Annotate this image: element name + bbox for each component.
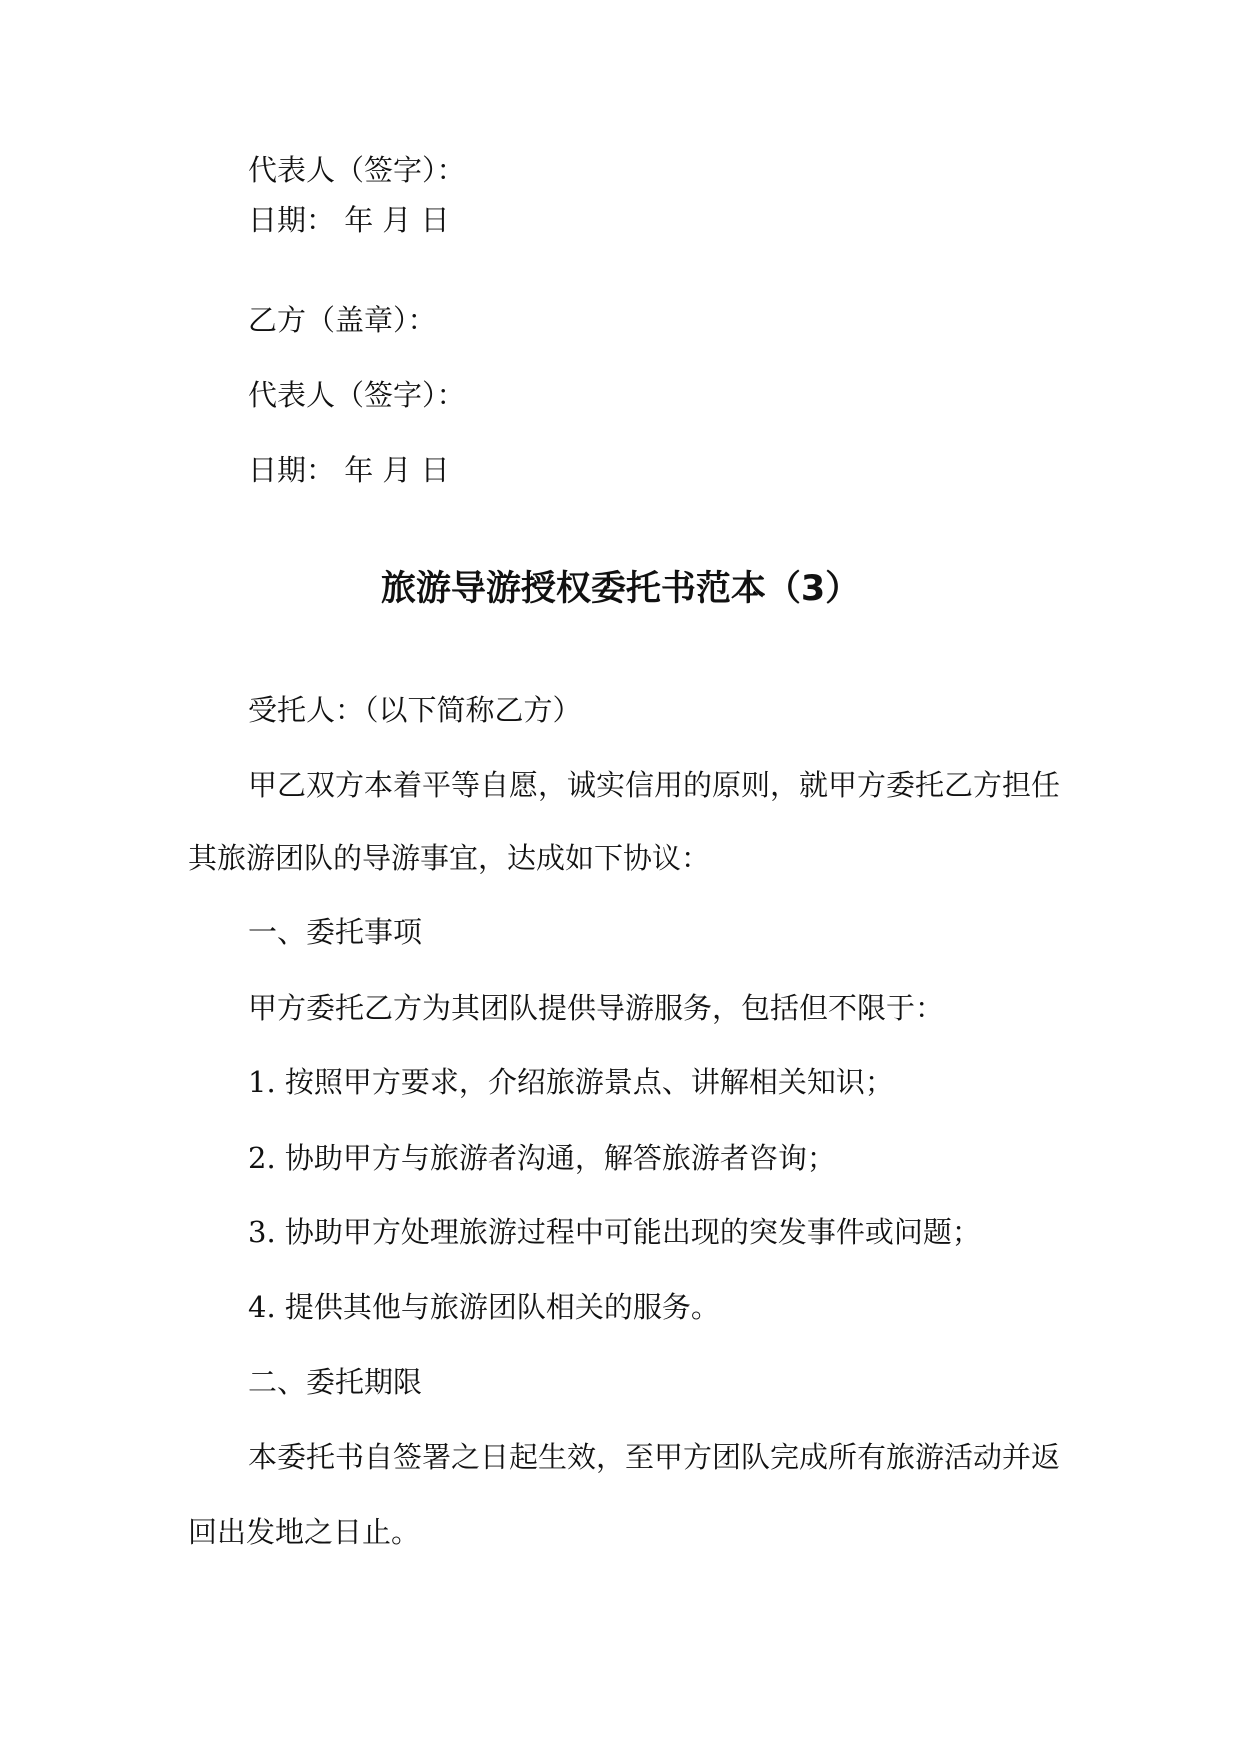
date-line-2: 日期： 年 月 日: [248, 453, 450, 487]
section-2-heading: 二、委托期限: [248, 1365, 423, 1399]
section-1-heading: 一、委托事项: [248, 915, 423, 949]
section-1-lead: 甲方委托乙方为其团队提供导游服务，包括但不限于：: [248, 991, 945, 1025]
representative-signature-line-2: 代表人（签字）：: [248, 378, 466, 412]
list-item: 3. 协助甲方处理旅游过程中可能出现的突发事件或问题；: [248, 1215, 981, 1249]
list-item: 2. 协助甲方与旅游者沟通，解答旅游者咨询；: [248, 1141, 836, 1175]
date-line-1: 日期： 年 月 日: [248, 203, 450, 237]
section-2-paragraph-line-2: 回出发地之日止。: [188, 1515, 421, 1549]
list-item: 4. 提供其他与旅游团队相关的服务。: [248, 1290, 720, 1324]
list-item: 1. 按照甲方要求，介绍旅游景点、讲解相关知识；: [248, 1065, 894, 1099]
representative-signature-line-1: 代表人（签字）：: [248, 153, 466, 187]
party-b-seal-line: 乙方（盖章）：: [248, 303, 437, 337]
intro-paragraph-line-1: 甲乙双方本着平等自愿，诚实信用的原则，就甲方委托乙方担任: [248, 768, 1061, 802]
intro-paragraph-line-2: 其旅游团队的导游事宜，达成如下协议：: [188, 841, 711, 875]
trustee-line: 受托人：（以下简称乙方）: [248, 693, 582, 727]
document-title: 旅游导游授权委托书范本（3）: [380, 569, 861, 609]
section-2-paragraph-line-1: 本委托书自签署之日起生效，至甲方团队完成所有旅游活动并返: [248, 1440, 1061, 1474]
